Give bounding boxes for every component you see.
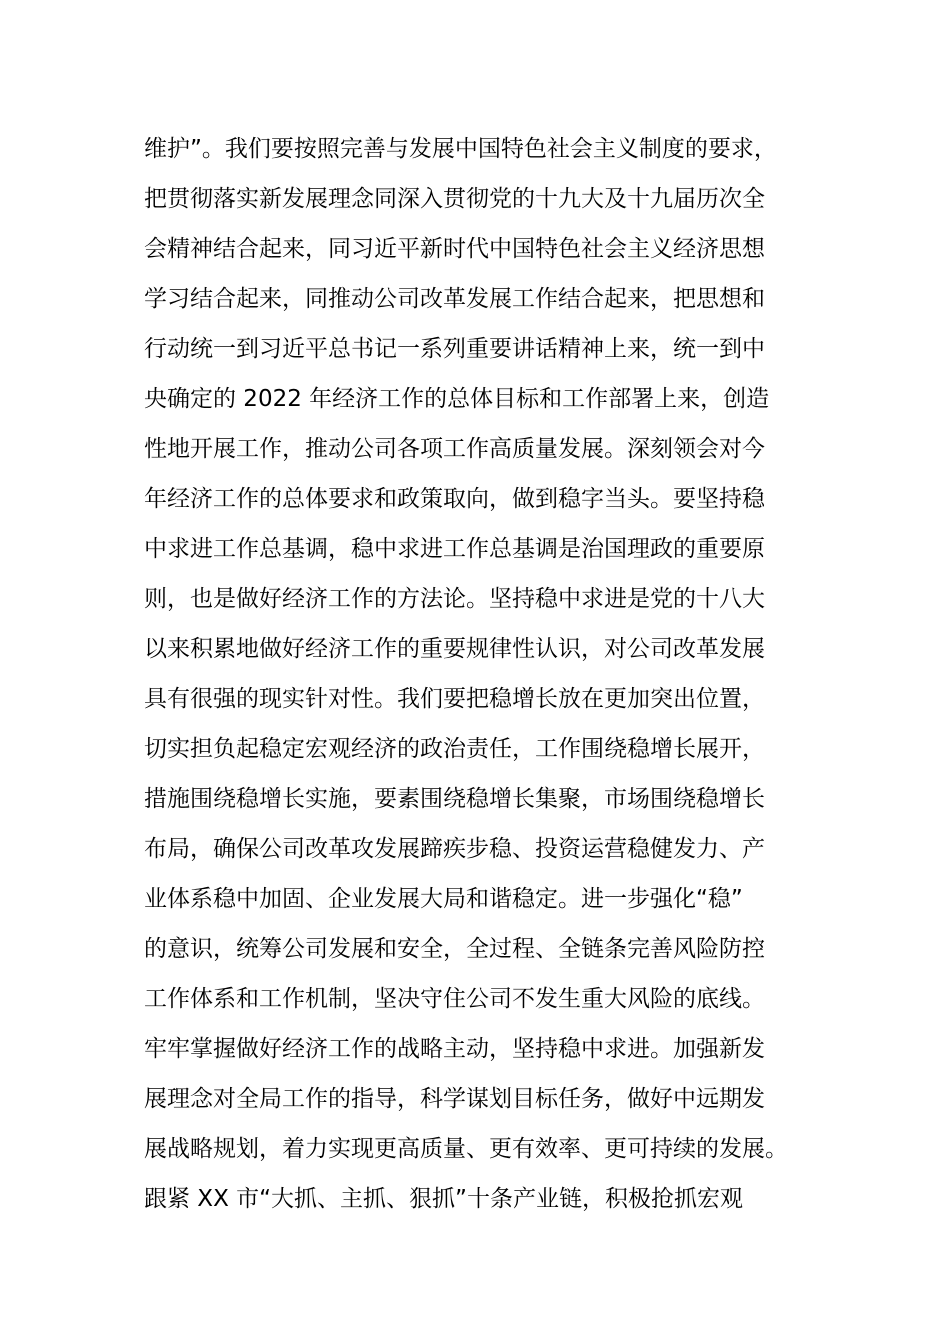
text-line: 以来积累地做好经济工作的重要规律性认识，对公司改革发展 xyxy=(144,636,765,662)
text-line: 具有很强的现实针对性。我们要把稳增长放在更加突出位置， xyxy=(144,686,765,712)
text-line: 措施围绕稳增长实施，要素围绕稳增长集聚，市场围绕稳增长 xyxy=(144,786,765,812)
text-line: 把贯彻落实新发展理念同深入贯彻党的十九大及十九届历次全 xyxy=(144,186,765,212)
text-line: 行动统一到习近平总书记一系列重要讲话精神上来，统一到中 xyxy=(144,336,765,362)
text-line: 央确定的 2022 年经济工作的总体目标和工作部署上来，创造 xyxy=(144,386,770,412)
text-line: 展战略规划，着力实现更高质量、更有效率、更可持续的发展。 xyxy=(144,1136,788,1162)
text-line: 切实担负起稳定宏观经济的政治责任，工作围绕稳增长展开， xyxy=(144,736,765,762)
text-line: 布局，确保公司改革攻发展蹄疾步稳、投资运营稳健发力、产 xyxy=(144,836,765,862)
text-line: 业体系稳中加固、企业发展大局和谐稳定。进一步强化“稳” xyxy=(144,886,743,912)
text-line: 会精神结合起来，同习近平新时代中国特色社会主义经济思想 xyxy=(144,236,765,262)
text-line: 维护”。我们要按照完善与发展中国特色社会主义制度的要求， xyxy=(144,136,777,162)
text-line: 牢牢掌握做好经济工作的战略主动，坚持稳中求进。加强新发 xyxy=(144,1036,765,1062)
text-line: 学习结合起来，同推动公司改革发展工作结合起来，把思想和 xyxy=(144,286,765,312)
text-line: 的意识，统筹公司发展和安全，全过程、全链条完善风险防控 xyxy=(144,936,765,962)
text-line: 性地开展工作，推动公司各项工作高质量发展。深刻领会对今 xyxy=(144,436,765,462)
text-line: 展理念对全局工作的指导，科学谋划目标任务，做好中远期发 xyxy=(144,1086,765,1112)
text-line: 则，也是做好经济工作的方法论。坚持稳中求进是党的十八大 xyxy=(144,586,765,612)
body-paragraph xyxy=(144,124,824,1224)
text-line: 跟紧 XX 市“大抓、主抓、狠抓”十条产业链，积极抢抓宏观 xyxy=(144,1186,743,1212)
text-line: 工作体系和工作机制，坚决守住公司不发生重大风险的底线。 xyxy=(144,986,765,1012)
text-line: 中求进工作总基调，稳中求进工作总基调是治国理政的重要原 xyxy=(144,536,765,562)
text-line: 年经济工作的总体要求和政策取向，做到稳字当头。要坚持稳 xyxy=(144,486,765,512)
